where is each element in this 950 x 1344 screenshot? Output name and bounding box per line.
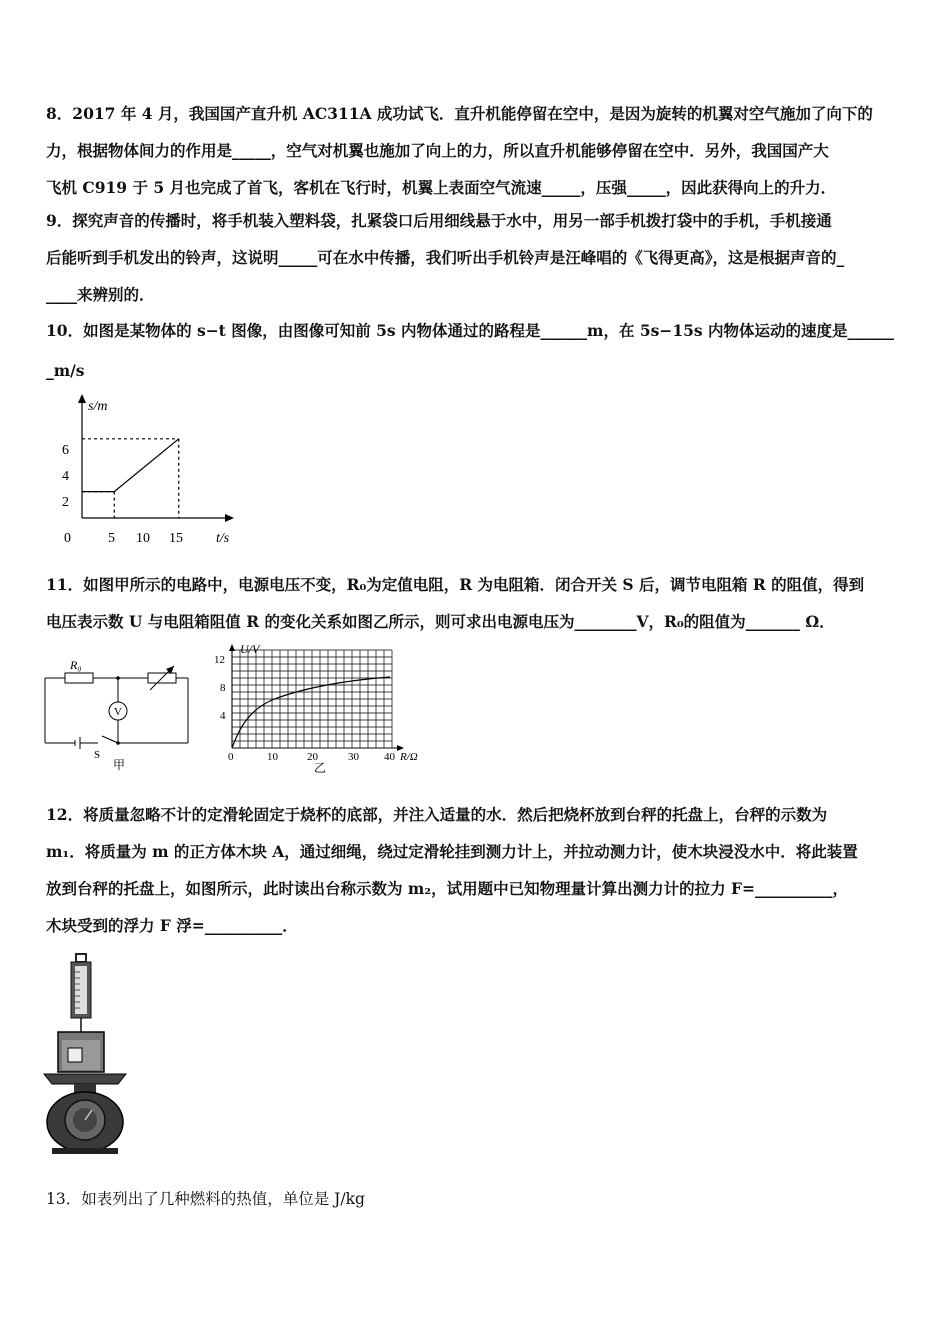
question-13	[46, 1181, 904, 1218]
question-11	[46, 566, 904, 640]
ur-graph-caption: 乙	[314, 761, 327, 775]
question-11-line-2: 电压表示数 U 与电阻箱阻值 R 的变化关系如图乙所示，则可求出电源电压为________V，R₀的阻值为_______ Ω．	[46, 612, 835, 631]
st-graph-x-label: t/s	[216, 531, 230, 546]
st-graph-x-tick: 15	[169, 531, 183, 546]
st-series-line	[82, 439, 179, 492]
question-9-line-3: ____来辨别的．	[46, 285, 155, 304]
switch-blade	[102, 736, 118, 743]
voltmeter-label: V	[114, 706, 122, 718]
st-graph-x-tick: 0	[64, 531, 71, 546]
st-graph-y-tick: 4	[62, 469, 69, 484]
question-8-line-2: 力，根据物体间力的作用是_____，空气对机翼也施加了向上的力，所以直升机能够停留在空中．另外，我国国产大	[46, 141, 829, 160]
ur-graph-x-label: R/Ω	[400, 751, 418, 763]
wooden-block	[68, 1048, 82, 1062]
question-12	[46, 796, 904, 944]
st-graph	[50, 390, 250, 555]
ur-graph	[210, 640, 435, 775]
ur-graph-x-tick: 20	[307, 751, 318, 763]
question-12-line-1: 12．将质量忽略不计的定滑轮固定于烧杯的底部，并注入适量的水．然后把烧杯放到台秤的托盘上，台秤的示数为	[46, 805, 828, 824]
question-8	[46, 95, 904, 206]
ur-graph-x-tick: 40	[384, 751, 395, 763]
st-graph-y-label: s/m	[88, 399, 108, 414]
scale-tray	[44, 1074, 126, 1084]
ur-graph-y-arrow	[229, 644, 235, 651]
question-10-line-1: 10．如图是某物体的 s−t 图像，由图像可知前 5s 内物体通过的路程是______m，在 5s−15s 内物体运动的速度是______	[46, 321, 895, 340]
question-10	[46, 312, 904, 389]
ur-graph-x-tick: 30	[348, 751, 359, 763]
question-9-line-2: 后能听到手机发出的铃声，这说明_____可在水中传播，我们听出手机铃声是汪峰唱的《飞得更高》，这是根据声音的_	[46, 248, 845, 267]
question-12-line-3: 放到台秤的托盘上，如图所示，此时读出台称示数为 m₂，试用题中已知物理量计算出测力计的拉力 F=__________，	[46, 879, 848, 898]
ur-graph-y-label: U/V	[240, 642, 260, 656]
question-9-line-1: 9．探究声音的传播时，将手机装入塑料袋，扎紧袋口后用细线悬于水中，用另一部手机拨打袋中的手机，手机接通	[46, 211, 832, 230]
question-8-line-3: 飞机 C919 于 5 月也完成了首飞，客机在飞行时，机翼上表面空气流速_____，压强_____，因此获得向上的升力．	[46, 178, 837, 197]
st-graph-y-tick: 6	[62, 443, 69, 458]
question-12-line-4: 木块受到的浮力 F 浮=__________．	[46, 916, 298, 935]
question-13-line-1: 13．如表列出了几种燃料的热值，单位是 J/kg	[46, 1190, 365, 1208]
r0-label: R₀	[70, 658, 82, 672]
st-graph-y-tick: 2	[62, 495, 69, 510]
r0-resistor	[65, 673, 93, 683]
spring-balance-hook-top	[76, 954, 86, 962]
st-graph-x-tick: 5	[108, 531, 115, 546]
st-graph-y-arrow	[78, 394, 86, 403]
ur-graph-y-tick: 12	[214, 654, 225, 666]
question-8-line-1: 8．2017 年 4 月，我国国产直升机 AC311A 成功试飞．直升机能停留在空中，是因为旋转的机翼对空气施加了向下的	[46, 104, 873, 123]
question-10-line-2: _m/s	[46, 361, 85, 380]
circuit-caption: 甲	[113, 758, 126, 772]
ur-graph-y-tick: 4	[220, 710, 226, 722]
scale-apparatus-illustration	[40, 952, 130, 1157]
ur-graph-y-tick: 8	[220, 682, 226, 694]
switch-label: S	[94, 749, 101, 761]
st-graph-x-arrow	[225, 514, 234, 522]
st-graph-x-tick: 10	[136, 531, 150, 546]
ur-graph-x-tick: 10	[267, 751, 278, 763]
question-9	[46, 202, 904, 313]
question-11-line-1: 11．如图甲所示的电路中，电源电压不变，R₀为定值电阻，R 为电阻箱．闭合开关 S 后，调节电阻箱 R 的阻值，得到	[46, 575, 865, 594]
ur-graph-x-tick: 0	[228, 751, 234, 763]
question-12-line-2: m₁．将质量为 m 的正方体木块 A，通过细绳，绕过定滑轮挂到测力计上，并拉动测力计，使木块浸没水中．将此装置	[46, 842, 858, 861]
circuit-diagram	[40, 658, 195, 773]
